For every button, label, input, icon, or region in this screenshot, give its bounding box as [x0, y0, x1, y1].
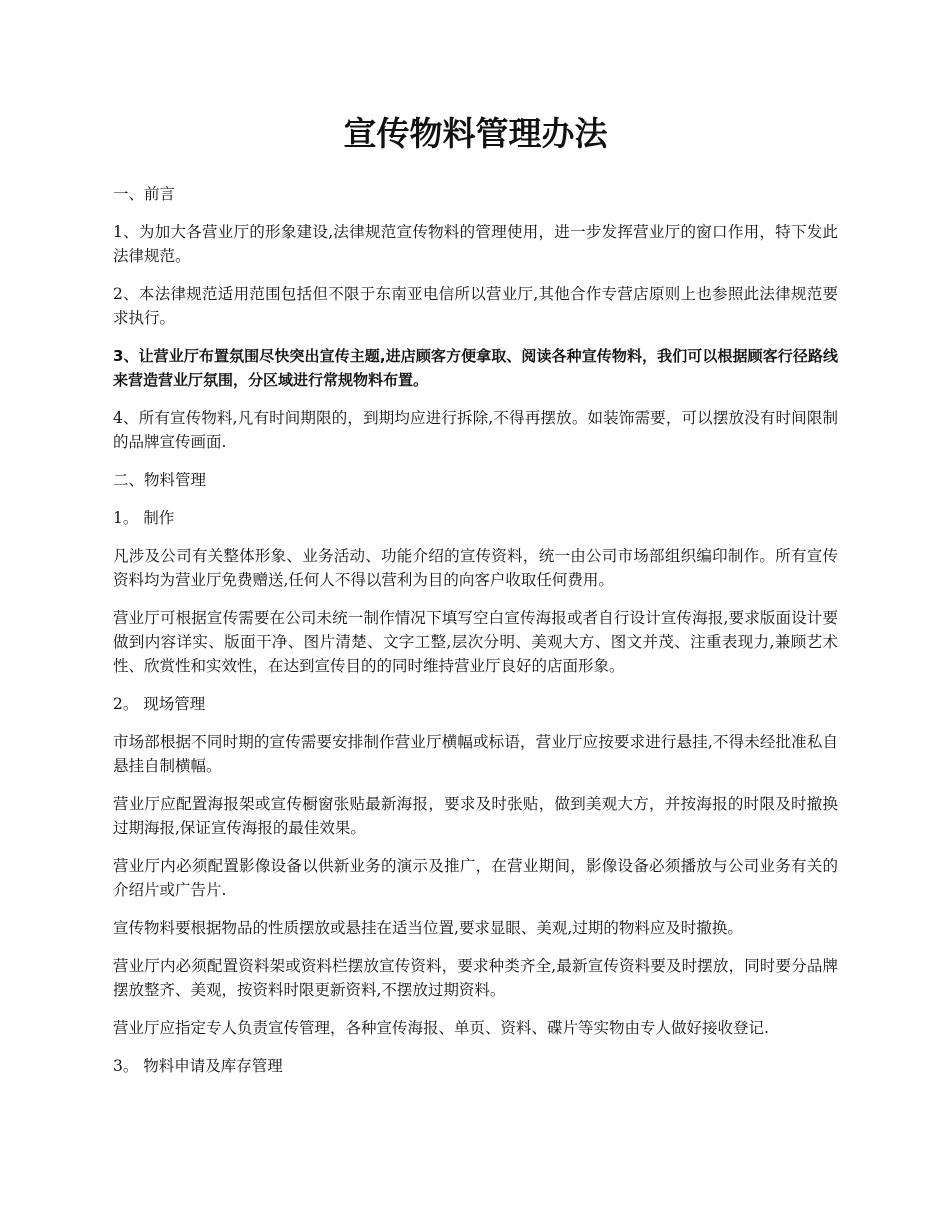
paragraph-preface-3-bold: 3、让营业厅布置氛围尽快突出宣传主题,进店顾客方便拿取、阅读各种宣传物料，我们可以根据顾客行径路线来营造营业厅氛围，分区域进行常规物料布置。: [113, 347, 838, 389]
paragraph-preface-2: 2、本法律规范适用范围包括但不限于东南亚电信所以营业厅,其他合作专营店原则上也参照此法律规范要求执行。: [113, 285, 838, 327]
paragraph-onsite-3: 营业厅内必须配置影像设备以供新业务的演示及推广，在营业期间，影像设备必须播放与公司业务有关的介绍片或广告片.: [113, 857, 838, 899]
document-title: 宣传物料管理办法: [343, 114, 608, 153]
paragraph-onsite-6: 营业厅应指定专人负责宣传管理，各种宣传海报、单页、资料、碟片等实物由专人做好接收登记.: [113, 1019, 769, 1037]
section-heading-preface: 一、前言: [113, 185, 176, 203]
paragraph-onsite-2: 营业厅应配置海报架或宣传橱窗张贴最新海报，要求及时张贴，做到美观大方，并按海报的时限及时撤换过期海报,保证宣传海报的最佳效果。: [113, 795, 838, 837]
paragraph-onsite-4: 宣传物料要根据物品的性质摆放或悬挂在适当位置,要求显眼、美观,过期的物料应及时撤换。: [113, 919, 743, 937]
paragraph-production-1: 凡涉及公司有关整体形象、业务活动、功能介绍的宣传资料，统一由公司市场部组织编印制作。所有宣传资料均为营业厅免费赠送,任何人不得以营利为目的向客户收取任何费用。: [113, 547, 838, 589]
paragraph-production-2: 营业厅可根据宣传需要在公司未统一制作情况下填写空白宣传海报或者自行设计宣传海报,要求版面设计要做到内容详实、版面干净、图片清楚、文字工整,层次分明、美观大方、图文并茂、注重表现力,兼顾艺术性、欣赏性和实效性，在达到宣传目的的同时维持营业厅良好的店面形象。: [113, 609, 838, 675]
subheading-request-inventory: 3。 物料申请及库存管理: [113, 1057, 283, 1075]
subheading-onsite-management: 2。 现场管理: [113, 695, 206, 713]
subheading-production: 1。 制作: [113, 509, 175, 527]
paragraph-preface-4: 4、所有宣传物料,凡有时间期限的，到期均应进行拆除,不得再摆放。如装饰需要，可以摆放没有时间限制的品牌宣传画面.: [113, 409, 838, 451]
paragraph-preface-1: 1、为加大各营业厅的形象建设,法律规范宣传物料的管理使用，进一步发挥营业厅的窗口作用，特下发此法律规范。: [113, 223, 838, 265]
paragraph-onsite-1: 市场部根据不同时期的宣传需要安排制作营业厅横幅或标语，营业厅应按要求进行悬挂,不得未经批准私自悬挂自制横幅。: [113, 733, 838, 775]
section-heading-material-management: 二、物料管理: [113, 471, 207, 489]
paragraph-onsite-5: 营业厅内必须配置资料架或资料栏摆放宣传资料，要求种类齐全,最新宣传资料要及时摆放，同时要分品牌摆放整齐、美观，按资料时限更新资料,不摆放过期资料。: [113, 957, 838, 999]
